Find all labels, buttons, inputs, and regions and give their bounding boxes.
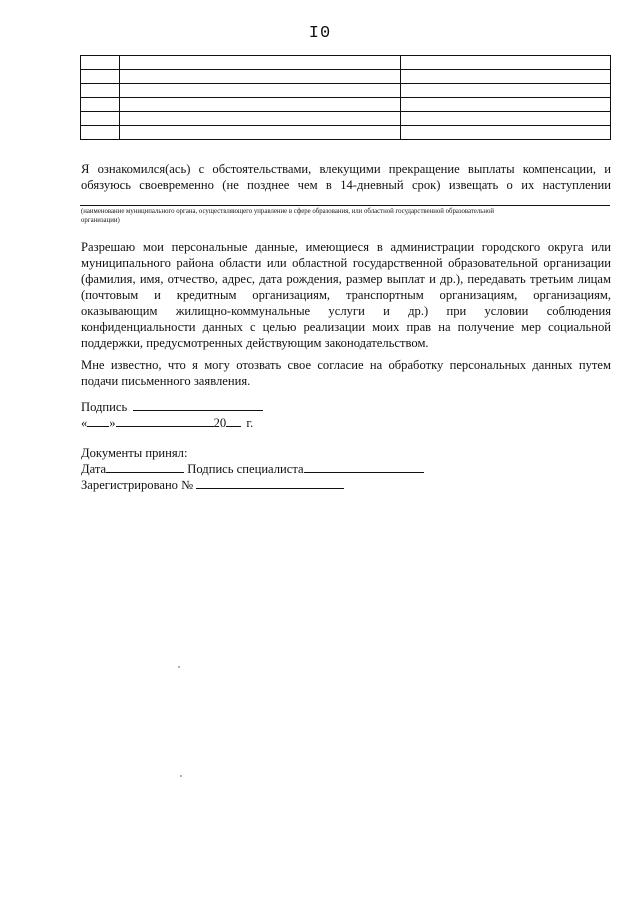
authority-caption-line-1: (наименование муниципального органа, осуществляющего управление в сфере образования, или областной государственной образовательной	[81, 208, 495, 215]
year-prefix: 20	[213, 416, 227, 430]
scan-speck	[180, 775, 182, 777]
acknowledgement-line-2: обязуюсь своевременно (не позднее чем в 14-дневный срок) извещать о их наступлении	[81, 178, 611, 192]
specialist-signature-field[interactable]	[304, 461, 424, 473]
registration-number-field[interactable]	[196, 477, 344, 489]
date-row	[81, 415, 253, 431]
acceptance-date-label: Дата	[81, 462, 107, 476]
withdrawal-line-1: Мне известно, что я могу отозвать свое согласие на обработку персональных данных путем	[81, 358, 611, 372]
authority-caption-line-2: организации)	[81, 217, 120, 224]
year-field[interactable]	[226, 415, 241, 427]
table-cell[interactable]	[81, 112, 120, 126]
table-cell[interactable]	[401, 112, 611, 126]
table-row	[81, 84, 611, 98]
table-cell[interactable]	[120, 70, 401, 84]
table-cell[interactable]	[120, 98, 401, 112]
acceptance-heading: Документы принял:	[81, 446, 188, 460]
consent-line-7: поддержки, предусмотренных действующим законодательством.	[81, 336, 429, 350]
signature-row	[81, 399, 263, 415]
table-cell[interactable]	[401, 56, 611, 70]
quote-close: »	[109, 416, 116, 430]
table-cell[interactable]	[120, 112, 401, 126]
consent-line-1: Разрешаю мои персональные данные, имеющиеся в администрации городского округа или	[81, 240, 611, 254]
consent-line-4: (почтовым и кредитным организациям, транспортным организациям, организациям,	[81, 288, 611, 302]
table-row	[81, 126, 611, 140]
day-field[interactable]	[87, 415, 109, 427]
table-cell[interactable]	[401, 70, 611, 84]
specialist-signature-label: Подпись специалиста	[187, 462, 304, 476]
withdrawal-line-2: подачи письменного заявления.	[81, 374, 251, 388]
authority-name-line[interactable]	[80, 205, 610, 206]
signature-label: Подпись	[81, 400, 128, 414]
table-row	[81, 98, 611, 112]
table-cell[interactable]	[120, 84, 401, 98]
table-cell[interactable]	[401, 126, 611, 140]
table-cell[interactable]	[401, 98, 611, 112]
consent-line-5: оказывающим жилищно-коммунальные услуги и др.) при условии соблюдения	[81, 304, 611, 318]
quote-open: «	[81, 416, 88, 430]
consent-line-3: (фамилия, имя, отчество, адрес, дата рождения, размер выплат и др.), передавать третьим лицам	[81, 272, 611, 286]
table-row	[81, 70, 611, 84]
table-row	[81, 112, 611, 126]
page-number: I0	[308, 24, 332, 43]
acknowledgement-line-1: Я ознакомился(ась) с обстоятельствами, влекущими прекращение выплаты компенсации, и	[81, 162, 611, 176]
registration-row	[81, 477, 344, 493]
acceptance-date-row	[81, 461, 424, 477]
table-cell[interactable]	[81, 56, 120, 70]
table-cell[interactable]	[81, 126, 120, 140]
consent-line-2: муниципального района области или областной государственной образовательной организации	[81, 256, 611, 270]
table-cell[interactable]	[120, 126, 401, 140]
consent-line-6: конфиденциальности данных с целью реализации моих прав на получение мер социальной	[81, 320, 611, 334]
registered-label: Зарегистрировано №	[81, 478, 194, 492]
table-row	[81, 56, 611, 70]
month-field[interactable]	[116, 415, 214, 427]
acceptance-date-field[interactable]	[106, 461, 184, 473]
table-cell[interactable]	[81, 84, 120, 98]
table-cell[interactable]	[81, 70, 120, 84]
table-cell[interactable]	[401, 84, 611, 98]
table-cell[interactable]	[120, 56, 401, 70]
table-cell[interactable]	[81, 98, 120, 112]
scan-speck	[178, 666, 180, 668]
signature-field[interactable]	[133, 399, 263, 411]
blank-table	[80, 55, 611, 140]
year-suffix: г.	[246, 416, 254, 430]
